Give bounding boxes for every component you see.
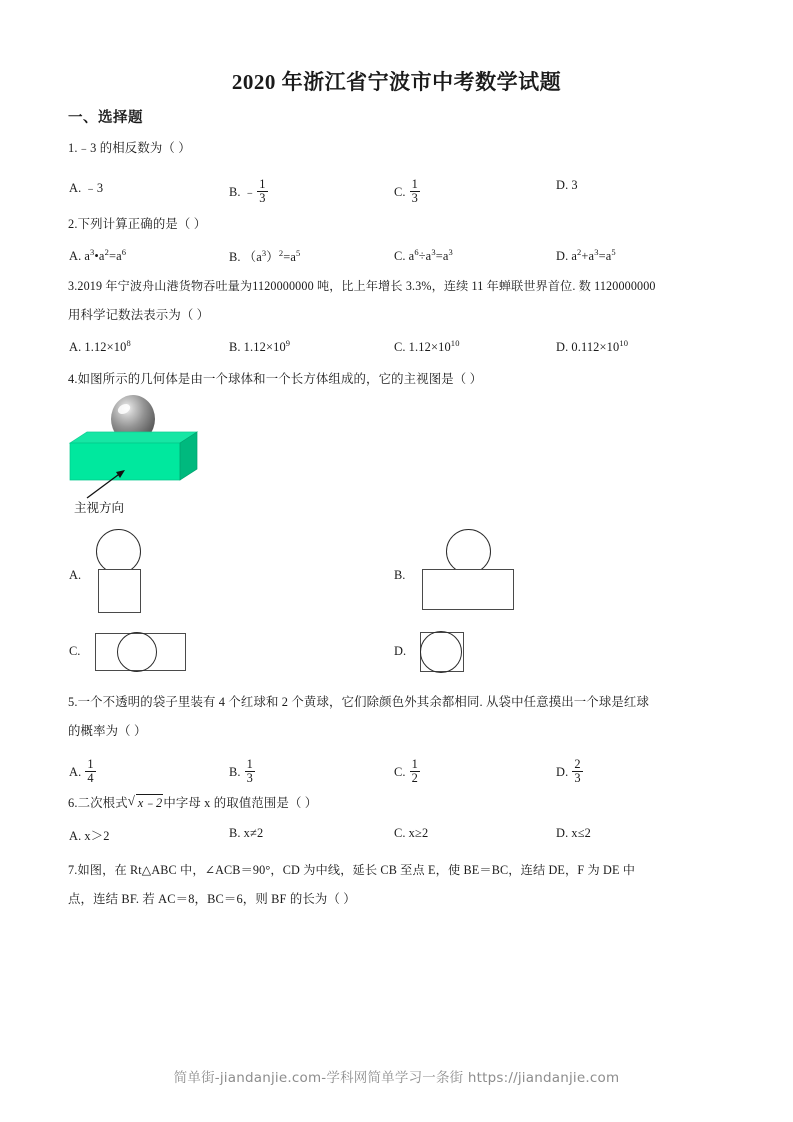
exponent: 2: [104, 247, 109, 257]
question-6-option-c: [394, 826, 428, 841]
question-3-option-c: [394, 338, 460, 355]
operator: +a: [581, 249, 595, 264]
exponent: 10: [619, 338, 629, 348]
question-4-option-c: [69, 630, 269, 676]
option-letter: C.: [394, 249, 406, 264]
question-3-option-d: [556, 338, 628, 355]
option-value: x＞2: [84, 829, 110, 843]
option-value: x≠2: [243, 826, 264, 840]
exponent: 3: [261, 247, 267, 258]
exponent: 6: [121, 247, 127, 257]
option-letter: C.: [394, 185, 406, 200]
question-4-option-d: [394, 630, 554, 676]
footer-watermark: 简单街-jiandanjie.com-学科网简单学习一条街 https://jiandanjie.com: [173, 1070, 620, 1086]
question-7-stem-line-1: 7.如图，在 Rt△ABC 中，∠ACB＝90°，CD 为中线，延长 CB 至点 E，使 BE＝BC，连结 DE，F 为 DE 中: [68, 863, 636, 877]
exponent: 9: [285, 338, 291, 348]
option-letter: D.: [556, 340, 569, 355]
term: a: [116, 249, 122, 264]
question-4-stem: 4.如图所示的几何体是由一个球体和一个长方体组成的，它的主视图是（ ）: [68, 372, 483, 386]
exponent: 10: [450, 338, 460, 348]
option-letter: C.: [394, 765, 406, 780]
option-letter: B.: [394, 568, 406, 582]
numerator: 2: [574, 757, 581, 771]
option-letter: D.: [556, 765, 569, 780]
option-letter: C.: [394, 826, 406, 840]
term: 1.12×10: [84, 340, 127, 355]
option-letter: D.: [394, 644, 407, 658]
exponent: 3: [448, 247, 453, 257]
cuboid-top-face: [70, 432, 197, 443]
question-6-stem-prefix: 6.二次根式: [68, 796, 128, 810]
exponent: 5: [611, 247, 616, 257]
rectangle-shape: [422, 569, 514, 610]
circle-shape: [446, 529, 491, 574]
cuboid-front-face: [70, 443, 180, 480]
term: ）: [266, 250, 279, 264]
question-6-stem-suffix: 中字母 x 的取值范围是（ ）: [163, 796, 318, 810]
option-letter: A.: [69, 181, 82, 195]
term: a: [98, 249, 105, 264]
question-3-option-a: [69, 338, 131, 355]
term: a: [571, 249, 578, 264]
question-6-stem: [68, 794, 317, 811]
denominator: 3: [411, 190, 419, 205]
option-letter: B.: [229, 340, 241, 355]
numerator: 1: [411, 757, 419, 771]
term: a: [84, 249, 91, 264]
numerator: 1: [259, 177, 266, 191]
exponent: 2: [278, 247, 284, 258]
operator: =: [108, 249, 117, 264]
rectangle-shape: [98, 569, 141, 613]
option-letter: A.: [69, 765, 82, 780]
option-letter: B.: [229, 250, 241, 264]
question-1-option-c: [394, 178, 421, 204]
question-7-stem-line-2: 点，连结 BF. 若 AC＝8，BC＝6，则 BF 的长为（ ）: [68, 892, 356, 906]
question-6-option-b: [229, 826, 263, 841]
fraction: [572, 758, 582, 784]
option-value: x≥2: [408, 826, 429, 840]
option-letter: B.: [229, 826, 241, 840]
numerator: 1: [87, 757, 94, 771]
option-letter: A.: [69, 829, 82, 843]
fraction: [245, 758, 255, 784]
question-5-stem-line-2: 的概率为（ ）: [68, 724, 147, 738]
numerator: 1: [411, 177, 419, 191]
fraction: [410, 758, 420, 784]
question-3-stem-line-2: 用科学记数法表示为（ ）: [68, 308, 210, 322]
numerator: 1: [246, 757, 254, 771]
section-heading-multiple-choice: 一、选择题: [68, 110, 143, 126]
exponent: 3: [431, 247, 436, 257]
question-2-option-a: [69, 247, 126, 264]
exponent: 3: [90, 247, 95, 257]
question-4-option-a: [69, 528, 229, 618]
option-letter: B.: [229, 185, 241, 200]
term: 1.12×10: [243, 340, 286, 355]
question-4-solid-figure: [62, 388, 212, 513]
fraction: [410, 178, 420, 204]
question-1-option-a: [69, 178, 103, 196]
operator: =a: [435, 249, 449, 264]
option-letter: C.: [394, 340, 406, 355]
option-value: ﹣3: [84, 181, 104, 195]
minus-sign: ﹣: [243, 185, 257, 200]
operator: •: [94, 249, 99, 264]
denominator: 3: [259, 190, 266, 205]
question-1-option-d: [556, 178, 578, 193]
exponent: 8: [126, 338, 131, 348]
term: （a: [243, 250, 262, 264]
question-5-option-d: [556, 758, 584, 784]
exponent: 5: [296, 247, 301, 258]
question-6-option-d: [556, 826, 591, 841]
question-5-option-c: [394, 758, 421, 784]
question-2-stem: 2.下列计算正确的是（ ）: [68, 217, 207, 231]
question-1-option-b: [229, 178, 269, 204]
term: 0.112×10: [571, 340, 620, 355]
question-6-option-a: [69, 826, 110, 844]
option-letter: D.: [556, 826, 569, 840]
square-root-expression: [128, 794, 164, 811]
question-2-option-b: [229, 247, 300, 265]
circle-shape: [117, 632, 157, 672]
option-letter: D.: [556, 249, 569, 264]
denominator: 3: [574, 770, 581, 785]
view-direction-label: 主视方向: [74, 500, 125, 515]
question-3-option-b: [229, 338, 290, 355]
option-letter: C.: [69, 644, 81, 658]
question-1-stem: 1.﹣3 的相反数为（ ）: [68, 141, 191, 155]
fraction: [85, 758, 95, 784]
solid-figure-svg: [62, 388, 212, 513]
denominator: 2: [411, 770, 419, 785]
circle-shape: [96, 529, 141, 574]
operator: ÷a: [418, 249, 432, 264]
option-letter: A.: [69, 249, 82, 264]
exponent: 6: [414, 247, 419, 257]
option-letter: A.: [69, 340, 82, 355]
denominator: 3: [246, 770, 254, 785]
circle-shape: [420, 631, 462, 673]
question-2-option-d: [556, 247, 616, 264]
exponent: 2: [577, 247, 582, 257]
radicand: x﹣2: [137, 796, 163, 810]
term: a: [408, 249, 415, 264]
option-value: 3: [571, 178, 578, 192]
fraction: [257, 178, 267, 204]
exponent: 3: [594, 247, 599, 257]
option-letter: D.: [556, 178, 569, 192]
denominator: 4: [87, 770, 94, 785]
option-value: x≤2: [571, 826, 592, 840]
page-title: 2020 年浙江省宁波市中考数学试题: [231, 70, 562, 94]
question-3-stem-line-1: 3.2019 年宁波舟山港货物吞吐量为1120000000 吨，比上年增长 3.3%，连续 11 年蝉联世界首位. 数 1120000000: [68, 279, 656, 293]
question-2-option-c: [394, 247, 453, 264]
term: 1.12×10: [408, 340, 451, 355]
operator: =a: [283, 250, 297, 264]
question-4-option-b: [394, 528, 594, 618]
question-5-option-b: [229, 758, 256, 784]
radical-bar: [136, 794, 164, 795]
question-5-stem-line-1: 5.一个不透明的袋子里装有 4 个红球和 2 个黄球，它们除颜色外其余都相同. 从袋中任意摸出一个球是红球: [68, 695, 650, 709]
option-letter: B.: [229, 765, 241, 780]
option-letter: A.: [69, 568, 82, 582]
operator: =a: [598, 249, 612, 264]
question-5-option-a: [69, 758, 97, 784]
